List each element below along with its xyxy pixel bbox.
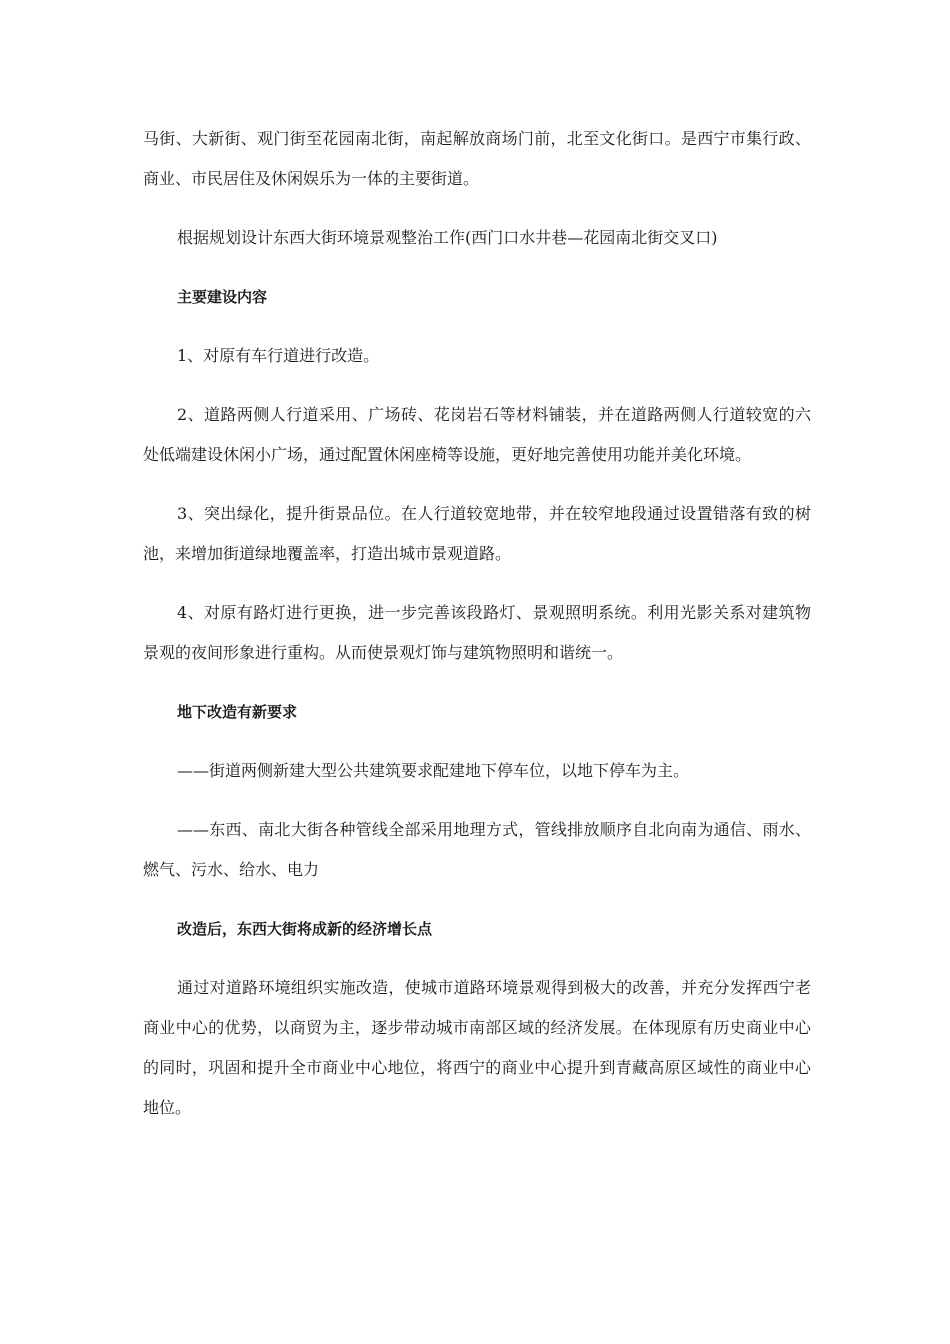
paragraph-item-2: 2、道路两侧人行道采用、广场砖、花岗岩石等材料铺装，并在道路两侧人行道较宽的六处低端建设休闲小广场，通过配置休闲座椅等设施，更好地完善使用功能并美化环境。 (143, 405, 811, 464)
paragraph-planning-scope: 根据规划设计东西大街环境景观整治工作(西门口水井巷—花园南北街交叉口) (177, 228, 718, 247)
paragraph-underground-parking: ——街道两侧新建大型公共建筑要求配建地下停车位，以地下停车为主。 (177, 761, 690, 780)
paragraph-pipelines: ——东西、南北大街各种管线全部采用地理方式，管线排放顺序自北向南为通信、雨水、燃气、污水、给水、电力 (143, 820, 811, 879)
heading-main-construction: 主要建设内容 (177, 288, 268, 306)
document-body (143, 119, 811, 1147)
paragraph-item-3: 3、突出绿化，提升街景品位。在人行道较宽地带，并在较窄地段通过设置错落有致的树池，来增加街道绿地覆盖率，打造出城市景观道路。 (143, 504, 811, 563)
heading-economic-growth: 改造后，东西大街将成新的经济增长点 (177, 920, 433, 938)
paragraph-economic-development: 通过对道路环境组织实施改造，使城市道路环境景观得到极大的改善，并充分发挥西宁老商业中心的优势，以商贸为主，逐步带动城市南部区域的经济发展。在体现原有历史商业中心的同时，巩固和提升全市商业中心地位，将西宁的商业中心提升到青藏高原区域性的商业中心地位。 (143, 978, 811, 1117)
heading-underground-requirements: 地下改造有新要求 (177, 703, 298, 721)
paragraph-item-4: 4、对原有路灯进行更换，进一步完善该段路灯、景观照明系统。利用光影关系对建筑物景观的夜间形象进行重构。从而使景观灯饰与建筑物照明和谐统一。 (143, 603, 811, 662)
paragraph-street-overview: 马街、大新街、观门街至花园南北街，南起解放商场门前，北至文化街口。是西宁市集行政、商业、市民居住及休闲娱乐为一体的主要街道。 (143, 129, 811, 188)
paragraph-item-1: 1、对原有车行道进行改造。 (177, 346, 380, 365)
